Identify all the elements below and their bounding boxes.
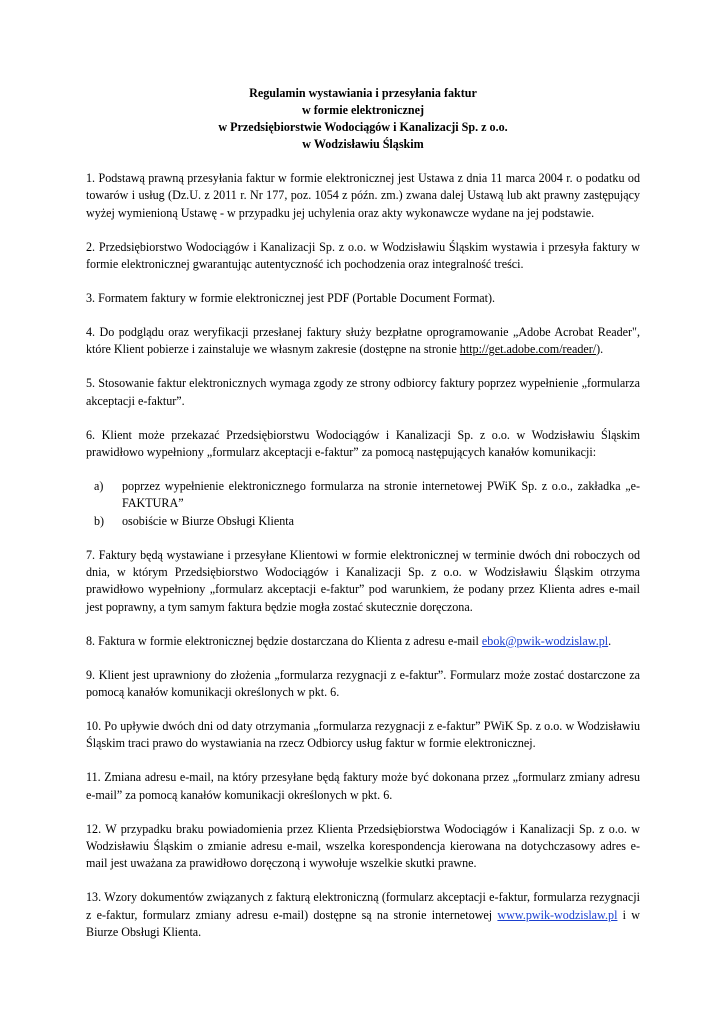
title-line-4: w Wodzisławiu Śląskim — [302, 137, 424, 151]
list-marker: b) — [94, 513, 105, 528]
paragraph-9: 9. Klient jest uprawniony do złożenia „formularza rezygnacji z e-faktur”. Formularz może zostać dostarczone za pomocą kanałów komunikacji określonych w pkt. 6. — [86, 667, 640, 700]
paragraph-4-text: 4. Do podglądu oraz weryfikacji przesłanej faktury służy bezpłatne oprogramowanie „Adobe Acrobat Reader", które Klient pobierze i zainstaluje we własnym zakresie (dostępne na stronie — [86, 324, 640, 357]
website-link[interactable]: www.pwik-wodzislaw.pl — [497, 907, 618, 922]
paragraph-8-end: . — [608, 633, 612, 648]
adobe-reader-link[interactable]: http://get.adobe.com/reader/ — [459, 342, 597, 357]
list-marker: a) — [94, 478, 104, 493]
channels-list — [86, 478, 640, 530]
paragraph-8 — [86, 633, 640, 650]
paragraph-6: 6. Klient może przekazać Przedsiębiorstwu Wodociągów i Kanalizacji Sp. z o.o. w Wodzisławiu Śląskim prawidłowo wypełniony „formularz akceptacji e-faktur” za pomocą następujących kanałów komunikacji: — [86, 427, 640, 459]
paragraph-4-end: ). — [596, 342, 604, 357]
list-item — [86, 478, 640, 513]
document-title — [86, 85, 640, 153]
title-line-2: w formie elektronicznej — [301, 103, 424, 117]
paragraph-5: 5. Stosowanie faktur elektronicznych wymaga zgody ze strony odbiorcy faktury poprzez wypełnienie „formularza akceptacji e-faktur”. — [86, 376, 640, 408]
list-item-text: poprzez wypełnienie elektronicznego formularza na stronie internetowej PWiK Sp. z o.o., zakładka „e-FAKTURA” — [122, 478, 640, 511]
paragraph-7: 7. Faktury będą wystawiane i przesyłane Klientowi w formie elektronicznej w terminie dwóch dni roboczych od dnia, w którym Przedsiębiorstwo Wodociągów i Kanalizacji Sp. z o.o. w Wodzisławiu Śląskim otrzyma prawidłowo wypełniony „formularz akceptacji e-faktur” pod warunkiem, że podany przez Klienta adres e-mail jest poprawny, a tym samym faktura będzie mogła zostać skutecznie doręczona. — [86, 547, 640, 614]
paragraph-2: 2. Przedsiębiorstwo Wodociągów i Kanalizacji Sp. z o.o. w Wodzisławiu Śląskim wystawia i przesyła faktury w formie elektronicznej gwarantując autentyczność ich pochodzenia oraz integralność treści. — [86, 239, 640, 272]
paragraph-13 — [86, 889, 640, 941]
paragraph-13-text: 13. Wzory dokumentów związanych z fakturą elektroniczną (formularz akceptacji e-faktur, formularza rezygnacji z e-faktur, formularz zmiany adresu e-mail) dostępne są na stronie internetowej — [86, 890, 640, 922]
email-link[interactable]: ebok@pwik-wodzislaw.pl — [481, 633, 609, 648]
title-line-3: w Przedsiębiorstwie Wodociągów i Kanalizacji Sp. z o.o. — [218, 120, 508, 134]
paragraph-10: 10. Po upływie dwóch dni od daty otrzymania „formularza rezygnacji z e-faktur” PWiK Sp. z o.o. w Wodzisławiu Śląskim traci prawo do wystawiania na rzecz Odbiorcy usług faktur w formie elektronicznej. — [86, 718, 640, 751]
paragraph-3: 3. Formatem faktury w formie elektronicznej jest PDF (Portable Document Format). — [86, 291, 496, 306]
list-item-text: osobiście w Biurze Obsługi Klienta — [122, 513, 294, 528]
paragraph-13-end: i w Biurze Obsługi Klienta. — [86, 907, 641, 940]
paragraph-11: 11. Zmiana adresu e-mail, na który przesyłane będą faktury może być dokonana przez „formularz zmiany adresu e-mail” za pomocą kanałów komunikacji określonych w pkt. 6. — [86, 770, 640, 802]
title-line-1: Regulamin wystawiania i przesyłania faktur — [249, 86, 477, 100]
paragraph-8-text: 8. Faktura w formie elektronicznej będzie dostarczana do Klienta z adresu e-mail — [86, 633, 482, 648]
paragraph-1: 1. Podstawą prawną przesyłania faktur w formie elektronicznej jest Ustawa z dnia 11 marca 2004 r. o podatku od towarów i usług (Dz.U. z 2011 r. Nr 177, poz. 1054 z późn. zm.) zwana dalej Ustawą lub akt prawny zastępujący wyżej wymienioną Ustawę - w przypadku jej uchylenia oraz akty wykonawcze wydane na jej podstawie. — [86, 171, 640, 220]
list-item — [86, 513, 640, 530]
paragraph-12: 12. W przypadku braku powiadomienia przez Klienta Przedsiębiorstwa Wodociągów i Kanalizacji Sp. z o.o. w Wodzisławiu Śląskim o zmianie adresu e-mail, wszelka korespondencja kierowana na dotychczasowy adres e-mail jest uważana za prawidłowo doręczoną i wywołuje wszelkie skutki prawne. — [86, 821, 640, 871]
paragraph-4 — [86, 324, 640, 359]
